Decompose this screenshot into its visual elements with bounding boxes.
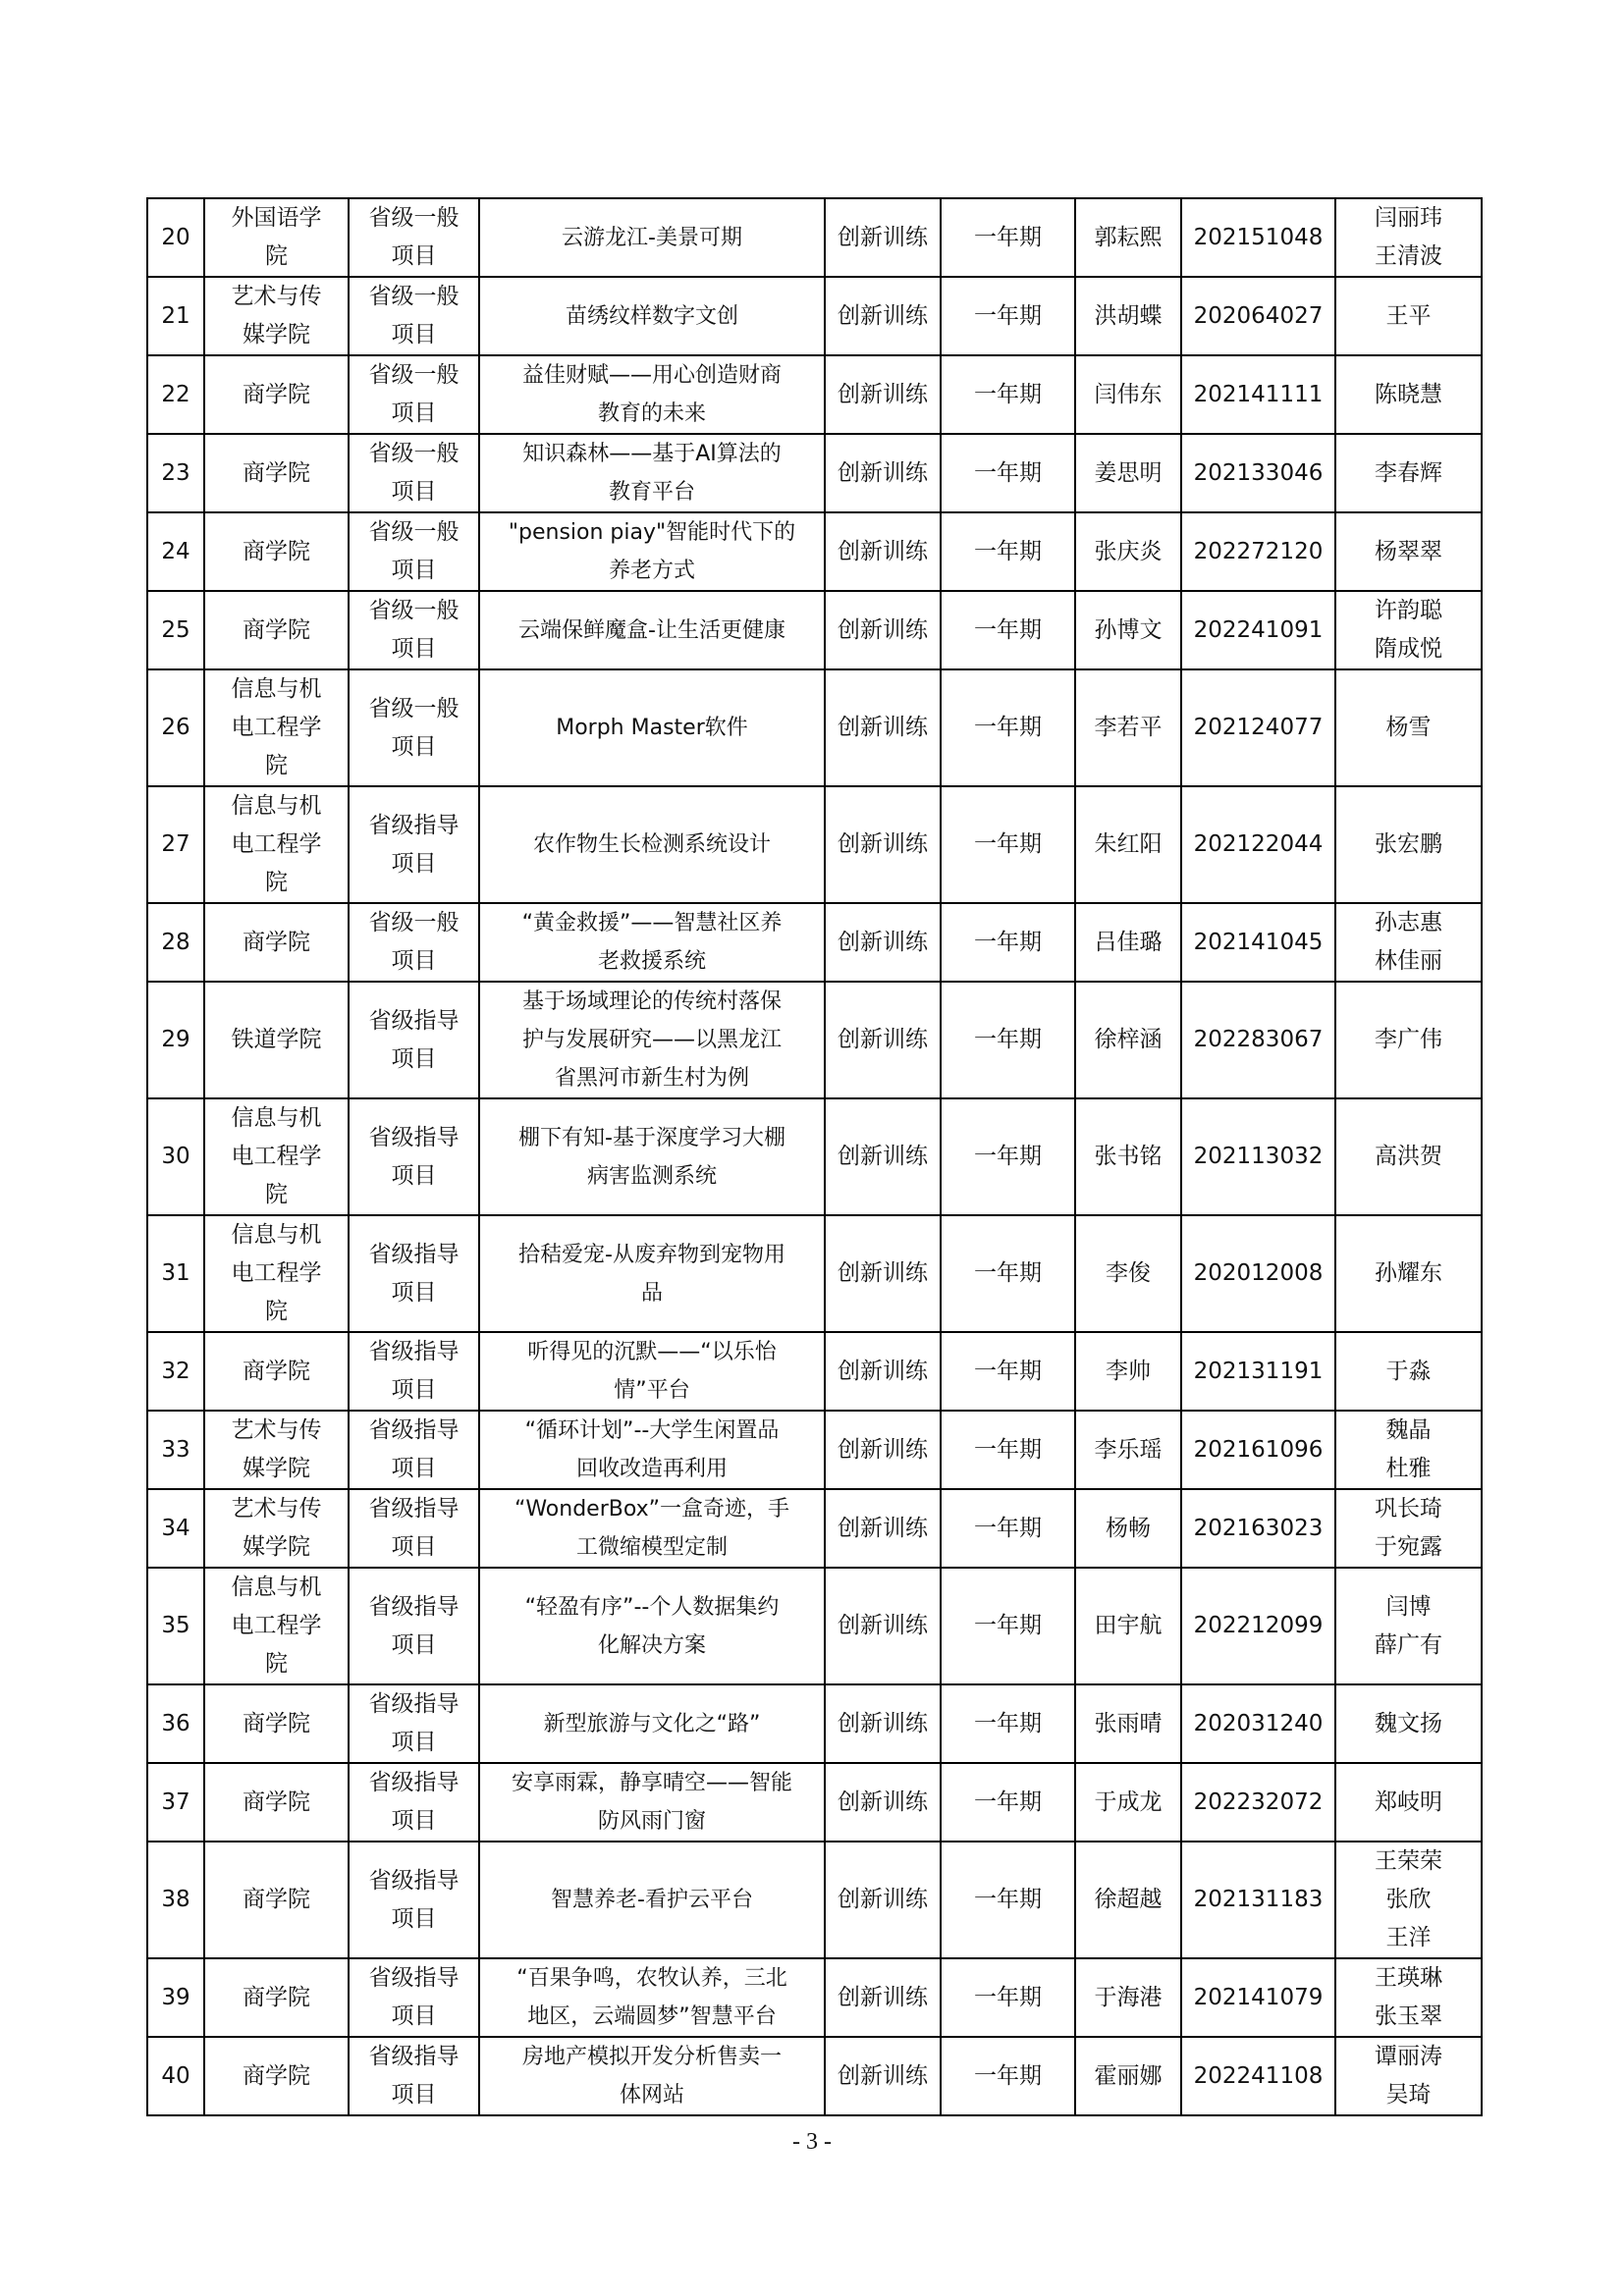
row-number-cell: 39 — [147, 1958, 204, 2037]
table-row — [147, 1842, 1482, 1958]
college-cell: 商学院 — [204, 1684, 349, 1763]
table-row — [147, 1489, 1482, 1568]
project-type-cell: 创新训练 — [825, 1332, 941, 1411]
project-name-cell: 益佳财赋——用心创造财商 教育的未来 — [479, 355, 825, 434]
college-cell: 商学院 — [204, 1958, 349, 2037]
period-cell: 一年期 — [941, 1098, 1075, 1215]
student-id-cell: 202131183 — [1181, 1842, 1335, 1958]
leader-cell: 于成龙 — [1075, 1763, 1181, 1842]
advisor-cell: 杨翠翠 — [1335, 512, 1482, 591]
advisor-cell: 李春辉 — [1335, 434, 1482, 512]
college-cell: 艺术与传 媒学院 — [204, 277, 349, 355]
advisor-cell: 王平 — [1335, 277, 1482, 355]
row-number-cell: 27 — [147, 786, 204, 903]
row-number-cell: 36 — [147, 1684, 204, 1763]
table-row — [147, 669, 1482, 786]
row-number-cell: 30 — [147, 1098, 204, 1215]
project-name-cell: 听得见的沉默——“以乐怡 情”平台 — [479, 1332, 825, 1411]
row-number-cell: 28 — [147, 903, 204, 982]
college-cell: 商学院 — [204, 1763, 349, 1842]
table-row — [147, 1684, 1482, 1763]
advisor-cell: 魏文扬 — [1335, 1684, 1482, 1763]
table-row — [147, 982, 1482, 1098]
student-id-cell: 202232072 — [1181, 1763, 1335, 1842]
student-id-cell: 202131191 — [1181, 1332, 1335, 1411]
period-cell: 一年期 — [941, 903, 1075, 982]
table-row — [147, 2037, 1482, 2115]
college-cell: 铁道学院 — [204, 982, 349, 1098]
project-level-cell: 省级一般 项目 — [349, 591, 479, 669]
project-name-cell: "pension piay"智能时代下的 养老方式 — [479, 512, 825, 591]
row-number-cell: 29 — [147, 982, 204, 1098]
advisor-cell: 陈晓慧 — [1335, 355, 1482, 434]
student-id-cell: 202141079 — [1181, 1958, 1335, 2037]
advisor-cell: 于淼 — [1335, 1332, 1482, 1411]
leader-cell: 于海港 — [1075, 1958, 1181, 2037]
advisor-cell: 杨雪 — [1335, 669, 1482, 786]
row-number-cell: 40 — [147, 2037, 204, 2115]
row-number-cell: 21 — [147, 277, 204, 355]
advisor-cell: 李广伟 — [1335, 982, 1482, 1098]
leader-cell: 李若平 — [1075, 669, 1181, 786]
advisor-cell: 高洪贺 — [1335, 1098, 1482, 1215]
student-id-cell: 202133046 — [1181, 434, 1335, 512]
project-type-cell: 创新训练 — [825, 1684, 941, 1763]
row-number-cell: 33 — [147, 1411, 204, 1489]
project-name-cell: 农作物生长检测系统设计 — [479, 786, 825, 903]
college-cell: 商学院 — [204, 591, 349, 669]
table-row — [147, 434, 1482, 512]
leader-cell: 徐超越 — [1075, 1842, 1181, 1958]
student-id-cell: 202122044 — [1181, 786, 1335, 903]
table-row — [147, 355, 1482, 434]
advisor-cell: 王瑛琳 张玉翠 — [1335, 1958, 1482, 2037]
college-cell: 信息与机 电工程学 院 — [204, 1215, 349, 1332]
project-type-cell: 创新训练 — [825, 669, 941, 786]
leader-cell: 李帅 — [1075, 1332, 1181, 1411]
project-name-cell: “百果争鸣，农牧认养，三北 地区，云端圆梦”智慧平台 — [479, 1958, 825, 2037]
leader-cell: 姜思明 — [1075, 434, 1181, 512]
table-row — [147, 1098, 1482, 1215]
period-cell: 一年期 — [941, 1763, 1075, 1842]
project-level-cell: 省级指导 项目 — [349, 1411, 479, 1489]
table-row — [147, 1958, 1482, 2037]
leader-cell: 张书铭 — [1075, 1098, 1181, 1215]
leader-cell: 田宇航 — [1075, 1568, 1181, 1684]
college-cell: 信息与机 电工程学 院 — [204, 1568, 349, 1684]
student-id-cell: 202241091 — [1181, 591, 1335, 669]
project-name-cell: 房地产模拟开发分析售卖一 体网站 — [479, 2037, 825, 2115]
college-cell: 商学院 — [204, 355, 349, 434]
project-name-cell: 安享雨霖，静享晴空——智能 防风雨门窗 — [479, 1763, 825, 1842]
row-number-cell: 38 — [147, 1842, 204, 1958]
leader-cell: 徐梓涵 — [1075, 982, 1181, 1098]
project-type-cell: 创新训练 — [825, 903, 941, 982]
project-level-cell: 省级一般 项目 — [349, 355, 479, 434]
table-row — [147, 1215, 1482, 1332]
project-level-cell: 省级一般 项目 — [349, 903, 479, 982]
student-id-cell: 202141111 — [1181, 355, 1335, 434]
student-id-cell: 202151048 — [1181, 198, 1335, 277]
project-name-cell: 知识森林——基于AI算法的 教育平台 — [479, 434, 825, 512]
row-number-cell: 35 — [147, 1568, 204, 1684]
advisor-cell: 闫丽玮 王清波 — [1335, 198, 1482, 277]
project-name-cell: 云游龙江-美景可期 — [479, 198, 825, 277]
project-type-cell: 创新训练 — [825, 198, 941, 277]
leader-cell: 郭耘熙 — [1075, 198, 1181, 277]
college-cell: 信息与机 电工程学 院 — [204, 1098, 349, 1215]
leader-cell: 洪胡蝶 — [1075, 277, 1181, 355]
row-number-cell: 23 — [147, 434, 204, 512]
college-cell: 信息与机 电工程学 院 — [204, 669, 349, 786]
project-name-cell: 新型旅游与文化之“路” — [479, 1684, 825, 1763]
period-cell: 一年期 — [941, 198, 1075, 277]
period-cell: 一年期 — [941, 982, 1075, 1098]
project-level-cell: 省级指导 项目 — [349, 1215, 479, 1332]
college-cell: 艺术与传 媒学院 — [204, 1411, 349, 1489]
period-cell: 一年期 — [941, 355, 1075, 434]
project-type-cell: 创新训练 — [825, 512, 941, 591]
table-row — [147, 591, 1482, 669]
leader-cell: 霍丽娜 — [1075, 2037, 1181, 2115]
project-type-cell: 创新训练 — [825, 786, 941, 903]
student-id-cell: 202212099 — [1181, 1568, 1335, 1684]
project-level-cell: 省级一般 项目 — [349, 434, 479, 512]
row-number-cell: 32 — [147, 1332, 204, 1411]
period-cell: 一年期 — [941, 434, 1075, 512]
period-cell: 一年期 — [941, 277, 1075, 355]
project-type-cell: 创新训练 — [825, 1763, 941, 1842]
period-cell: 一年期 — [941, 1842, 1075, 1958]
project-level-cell: 省级指导 项目 — [349, 786, 479, 903]
project-type-cell: 创新训练 — [825, 2037, 941, 2115]
project-name-cell: 苗绣纹样数字文创 — [479, 277, 825, 355]
period-cell: 一年期 — [941, 2037, 1075, 2115]
student-id-cell: 202064027 — [1181, 277, 1335, 355]
project-level-cell: 省级指导 项目 — [349, 1684, 479, 1763]
project-type-cell: 创新训练 — [825, 1098, 941, 1215]
leader-cell: 孙博文 — [1075, 591, 1181, 669]
project-name-cell: Morph Master软件 — [479, 669, 825, 786]
project-type-cell: 创新训练 — [825, 591, 941, 669]
project-type-cell: 创新训练 — [825, 355, 941, 434]
page-number: - 3 - — [792, 2129, 832, 2155]
leader-cell: 闫伟东 — [1075, 355, 1181, 434]
project-name-cell: 智慧养老-看护云平台 — [479, 1842, 825, 1958]
period-cell: 一年期 — [941, 1568, 1075, 1684]
student-id-cell: 202012008 — [1181, 1215, 1335, 1332]
project-level-cell: 省级一般 项目 — [349, 669, 479, 786]
advisor-cell: 巩长琦 于宛露 — [1335, 1489, 1482, 1568]
project-name-cell: 拾秸爱宠-从废弃物到宠物用 品 — [479, 1215, 825, 1332]
student-id-cell: 202163023 — [1181, 1489, 1335, 1568]
college-cell: 商学院 — [204, 2037, 349, 2115]
project-type-cell: 创新训练 — [825, 1842, 941, 1958]
advisor-cell: 张宏鹏 — [1335, 786, 1482, 903]
project-level-cell: 省级一般 项目 — [349, 277, 479, 355]
student-id-cell: 202113032 — [1181, 1098, 1335, 1215]
project-table — [146, 197, 1483, 2116]
period-cell: 一年期 — [941, 591, 1075, 669]
period-cell: 一年期 — [941, 1958, 1075, 2037]
student-id-cell: 202141045 — [1181, 903, 1335, 982]
table-row — [147, 786, 1482, 903]
period-cell: 一年期 — [941, 1489, 1075, 1568]
project-name-cell: “循环计划”--大学生闲置品 回收改造再利用 — [479, 1411, 825, 1489]
college-cell: 商学院 — [204, 903, 349, 982]
project-level-cell: 省级指导 项目 — [349, 1958, 479, 2037]
student-id-cell: 202124077 — [1181, 669, 1335, 786]
advisor-cell: 魏晶 杜雅 — [1335, 1411, 1482, 1489]
student-id-cell: 202283067 — [1181, 982, 1335, 1098]
student-id-cell: 202241108 — [1181, 2037, 1335, 2115]
table-row — [147, 903, 1482, 982]
advisor-cell: 郑岐明 — [1335, 1763, 1482, 1842]
project-type-cell: 创新训练 — [825, 1215, 941, 1332]
project-type-cell: 创新训练 — [825, 277, 941, 355]
row-number-cell: 24 — [147, 512, 204, 591]
project-type-cell: 创新训练 — [825, 434, 941, 512]
project-level-cell: 省级指导 项目 — [349, 1332, 479, 1411]
table-row — [147, 1411, 1482, 1489]
project-type-cell: 创新训练 — [825, 1568, 941, 1684]
project-name-cell: 棚下有知-基于深度学习大棚 病害监测系统 — [479, 1098, 825, 1215]
project-level-cell: 省级指导 项目 — [349, 2037, 479, 2115]
table-row — [147, 1332, 1482, 1411]
project-name-cell: “WonderBox”一盒奇迹，手 工微缩模型定制 — [479, 1489, 825, 1568]
leader-cell: 李俊 — [1075, 1215, 1181, 1332]
project-level-cell: 省级一般 项目 — [349, 198, 479, 277]
advisor-cell: 闫博 薛广有 — [1335, 1568, 1482, 1684]
period-cell: 一年期 — [941, 1332, 1075, 1411]
project-type-cell: 创新训练 — [825, 1958, 941, 2037]
row-number-cell: 25 — [147, 591, 204, 669]
project-table-body — [147, 198, 1482, 2115]
project-level-cell: 省级指导 项目 — [349, 1842, 479, 1958]
period-cell: 一年期 — [941, 1411, 1075, 1489]
project-level-cell: 省级指导 项目 — [349, 1763, 479, 1842]
project-name-cell: “黄金救援”——智慧社区养 老救援系统 — [479, 903, 825, 982]
student-id-cell: 202031240 — [1181, 1684, 1335, 1763]
row-number-cell: 37 — [147, 1763, 204, 1842]
project-name-cell: 基于场域理论的传统村落保 护与发展研究——以黑龙江 省黑河市新生村为例 — [479, 982, 825, 1098]
row-number-cell: 22 — [147, 355, 204, 434]
period-cell: 一年期 — [941, 669, 1075, 786]
period-cell: 一年期 — [941, 1215, 1075, 1332]
row-number-cell: 34 — [147, 1489, 204, 1568]
project-type-cell: 创新训练 — [825, 982, 941, 1098]
project-level-cell: 省级指导 项目 — [349, 1098, 479, 1215]
period-cell: 一年期 — [941, 1684, 1075, 1763]
project-level-cell: 省级一般 项目 — [349, 512, 479, 591]
project-name-cell: 云端保鲜魔盒-让生活更健康 — [479, 591, 825, 669]
college-cell: 商学院 — [204, 1332, 349, 1411]
leader-cell: 吕佳璐 — [1075, 903, 1181, 982]
college-cell: 信息与机 电工程学 院 — [204, 786, 349, 903]
project-level-cell: 省级指导 项目 — [349, 982, 479, 1098]
table-row — [147, 512, 1482, 591]
student-id-cell: 202272120 — [1181, 512, 1335, 591]
college-cell: 艺术与传 媒学院 — [204, 1489, 349, 1568]
table-row — [147, 1763, 1482, 1842]
college-cell: 商学院 — [204, 434, 349, 512]
row-number-cell: 31 — [147, 1215, 204, 1332]
college-cell: 商学院 — [204, 1842, 349, 1958]
leader-cell: 杨畅 — [1075, 1489, 1181, 1568]
advisor-cell: 孙志惠 林佳丽 — [1335, 903, 1482, 982]
college-cell: 商学院 — [204, 512, 349, 591]
period-cell: 一年期 — [941, 786, 1075, 903]
advisor-cell: 孙耀东 — [1335, 1215, 1482, 1332]
period-cell: 一年期 — [941, 512, 1075, 591]
college-cell: 外国语学 院 — [204, 198, 349, 277]
project-level-cell: 省级指导 项目 — [349, 1489, 479, 1568]
leader-cell: 张雨晴 — [1075, 1684, 1181, 1763]
row-number-cell: 26 — [147, 669, 204, 786]
student-id-cell: 202161096 — [1181, 1411, 1335, 1489]
project-name-cell: “轻盈有序”--个人数据集约 化解决方案 — [479, 1568, 825, 1684]
table-row — [147, 198, 1482, 277]
leader-cell: 朱红阳 — [1075, 786, 1181, 903]
leader-cell: 张庆炎 — [1075, 512, 1181, 591]
advisor-cell: 许韵聪 隋成悦 — [1335, 591, 1482, 669]
advisor-cell: 谭丽涛 吴琦 — [1335, 2037, 1482, 2115]
row-number-cell: 20 — [147, 198, 204, 277]
table-row — [147, 1568, 1482, 1684]
project-type-cell: 创新训练 — [825, 1411, 941, 1489]
project-type-cell: 创新训练 — [825, 1489, 941, 1568]
advisor-cell: 王荣荣 张欣 王洋 — [1335, 1842, 1482, 1958]
leader-cell: 李乐瑶 — [1075, 1411, 1181, 1489]
project-level-cell: 省级指导 项目 — [349, 1568, 479, 1684]
table-row — [147, 277, 1482, 355]
